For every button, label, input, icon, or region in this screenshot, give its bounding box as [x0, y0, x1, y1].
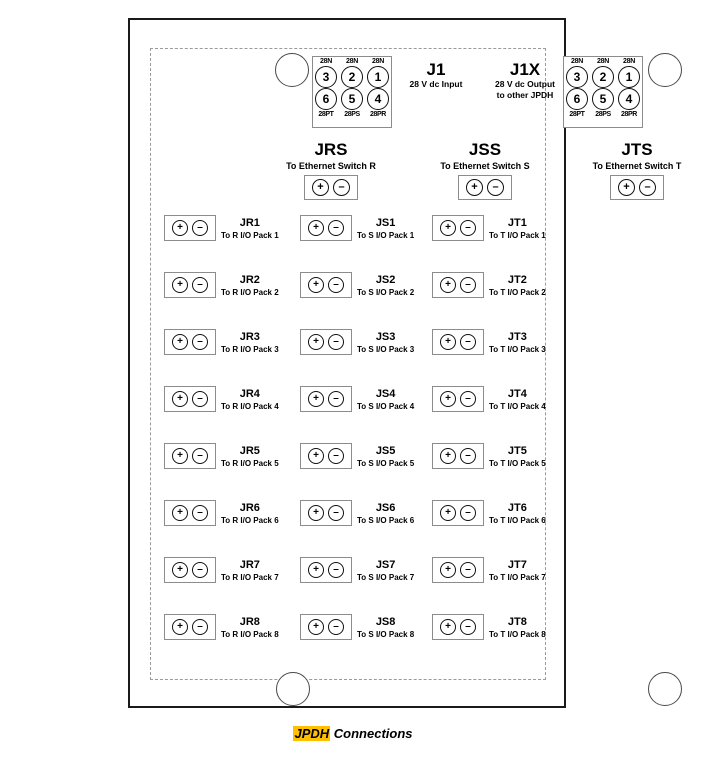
io-connector-name: JR7 — [239, 559, 260, 571]
io-connector-row[interactable] — [164, 215, 279, 241]
terminal-box[interactable] — [300, 215, 352, 241]
plus-terminal[interactable]: + — [440, 277, 456, 293]
io-connector-labels — [357, 329, 414, 355]
minus-terminal[interactable]: – — [192, 619, 208, 635]
io-connector-labels — [489, 215, 546, 241]
io-connector-row[interactable] — [300, 386, 414, 412]
terminal-box[interactable] — [164, 272, 216, 298]
switch-subtitle: To Ethernet Switch T — [592, 161, 682, 171]
io-connector-destination: To R I/O Pack 2 — [221, 288, 279, 297]
minus-terminal[interactable]: – — [192, 334, 208, 350]
minus-terminal[interactable]: – — [460, 562, 476, 578]
io-connector-name: JR3 — [239, 331, 260, 343]
io-connector-name: JS2 — [375, 274, 396, 286]
minus-terminal[interactable]: – — [192, 277, 208, 293]
mounting-hole-top-left — [275, 53, 309, 87]
minus-terminal[interactable]: – — [460, 619, 476, 635]
io-connector-labels — [221, 557, 279, 583]
pin-label: 28N — [372, 58, 384, 65]
io-connector-row[interactable] — [164, 500, 279, 526]
minus-terminal[interactable]: – — [460, 220, 476, 236]
io-connector-name: JT4 — [507, 388, 527, 400]
io-connector-row[interactable] — [164, 272, 279, 298]
io-connector-labels — [357, 614, 414, 640]
minus-terminal[interactable]: – — [460, 505, 476, 521]
io-connector-destination: To T I/O Pack 2 — [489, 288, 546, 297]
plus-terminal[interactable]: + — [308, 448, 324, 464]
io-connector-labels — [357, 215, 414, 241]
switch-title: JRS — [314, 140, 348, 159]
pin-label: 28PT — [569, 111, 585, 118]
io-connector-row[interactable] — [432, 557, 546, 583]
plus-terminal[interactable]: + — [308, 391, 324, 407]
io-connector-name: JT6 — [507, 502, 527, 514]
minus-terminal[interactable]: – — [460, 391, 476, 407]
io-connector-row[interactable] — [300, 443, 414, 469]
io-connector-row[interactable] — [432, 386, 546, 412]
io-connector-labels — [489, 557, 546, 583]
io-connector-name: JS5 — [375, 445, 396, 457]
io-connector-destination: To R I/O Pack 3 — [221, 345, 279, 354]
minus-terminal[interactable]: – — [328, 619, 344, 635]
terminal-box[interactable] — [164, 443, 216, 469]
plus-terminal[interactable]: + — [466, 179, 483, 196]
switch-subtitle: To Ethernet Switch S — [440, 161, 530, 171]
io-connector-destination: To T I/O Pack 4 — [489, 402, 546, 411]
terminal-box[interactable] — [300, 614, 352, 640]
io-connector-destination: To S I/O Pack 2 — [357, 288, 415, 297]
pin-label: 28N — [346, 58, 358, 65]
io-connector-destination: To S I/O Pack 8 — [357, 630, 415, 639]
io-connector-name: JT8 — [507, 616, 527, 628]
io-connector-destination: To S I/O Pack 3 — [357, 345, 415, 354]
terminal-box[interactable] — [458, 175, 512, 200]
plus-terminal[interactable]: + — [172, 391, 188, 407]
terminal-box[interactable] — [432, 215, 484, 241]
pin-label: 28N — [320, 58, 332, 65]
io-connector-destination: To R I/O Pack 6 — [221, 516, 279, 525]
minus-terminal[interactable]: – — [333, 179, 350, 196]
io-connector-name: JT5 — [507, 445, 527, 457]
io-connector-name: JT1 — [507, 217, 527, 229]
io-connector-labels — [357, 443, 414, 469]
io-connector-labels — [221, 386, 279, 412]
io-connector-name: JS8 — [375, 616, 396, 628]
terminal-box[interactable] — [300, 443, 352, 469]
io-connector-destination: To S I/O Pack 1 — [357, 231, 415, 240]
switch-connector-jss[interactable] — [430, 140, 540, 200]
terminal-box[interactable] — [300, 557, 352, 583]
io-connector-row[interactable] — [300, 557, 414, 583]
io-connector-row[interactable] — [164, 443, 279, 469]
plus-terminal[interactable]: + — [440, 505, 456, 521]
pin[interactable]: 5 — [592, 88, 614, 110]
io-connector-row[interactable] — [432, 614, 546, 640]
mounting-hole-bottom-left — [276, 672, 310, 706]
io-connector-name: JS6 — [375, 502, 396, 514]
plus-terminal[interactable]: + — [308, 619, 324, 635]
mounting-hole-bottom-right — [648, 672, 682, 706]
io-connector-labels — [221, 272, 279, 298]
io-connector-labels — [221, 329, 279, 355]
pin[interactable]: 4 — [367, 88, 389, 110]
mounting-hole-top-right — [648, 53, 682, 87]
pin[interactable]: 5 — [341, 88, 363, 110]
plus-terminal[interactable]: + — [312, 179, 329, 196]
plus-terminal[interactable]: + — [172, 448, 188, 464]
pin[interactable]: 6 — [315, 88, 337, 110]
switch-connector-jts[interactable] — [582, 140, 692, 200]
minus-terminal[interactable]: – — [328, 277, 344, 293]
terminal-box[interactable] — [432, 386, 484, 412]
minus-terminal[interactable]: – — [328, 562, 344, 578]
pin-label: 28PS — [595, 111, 611, 118]
io-connector-row[interactable] — [432, 272, 546, 298]
io-connector-row[interactable] — [432, 500, 546, 526]
io-connector-destination: To T I/O Pack 8 — [489, 630, 546, 639]
io-connector-labels — [221, 443, 279, 469]
io-connector-name: JS4 — [375, 388, 396, 400]
terminal-box[interactable] — [432, 500, 484, 526]
plus-terminal[interactable]: + — [308, 562, 324, 578]
pin[interactable]: 4 — [618, 88, 640, 110]
caption-rest: Connections — [330, 726, 413, 741]
pin[interactable]: 2 — [592, 66, 614, 88]
pin-label: 28PR — [370, 111, 386, 118]
io-connector-labels — [489, 329, 546, 355]
io-connector-destination: To T I/O Pack 3 — [489, 345, 546, 354]
pin-block-j1[interactable] — [312, 56, 392, 128]
io-connector-destination: To R I/O Pack 7 — [221, 573, 279, 582]
caption-highlight: JPDH — [294, 726, 330, 741]
pin[interactable]: 1 — [367, 66, 389, 88]
io-connector-destination: To S I/O Pack 7 — [357, 573, 415, 582]
io-connector-destination: To T I/O Pack 5 — [489, 459, 546, 468]
io-connector-destination: To T I/O Pack 6 — [489, 516, 546, 525]
terminal-box[interactable] — [432, 443, 484, 469]
io-connector-name: JR4 — [239, 388, 260, 400]
io-connector-row[interactable] — [432, 215, 546, 241]
io-connector-name: JS7 — [375, 559, 396, 571]
minus-terminal[interactable]: – — [328, 448, 344, 464]
io-connector-name: JR2 — [239, 274, 260, 286]
pin[interactable]: 3 — [315, 66, 337, 88]
io-connector-row[interactable] — [300, 215, 414, 241]
jpdh-panel — [128, 18, 682, 708]
io-connector-row[interactable] — [164, 329, 279, 355]
connector-title: J1X — [509, 60, 541, 79]
pin-label: 28N — [597, 58, 609, 65]
terminal-box[interactable] — [610, 175, 664, 200]
connector-subtitle-line2: to other JPDH — [496, 90, 554, 100]
io-connector-row[interactable] — [300, 329, 414, 355]
terminal-box[interactable] — [300, 272, 352, 298]
pin[interactable]: 6 — [566, 88, 588, 110]
plus-terminal[interactable]: + — [172, 619, 188, 635]
io-connector-destination: To T I/O Pack 7 — [489, 573, 546, 582]
switch-title: JSS — [468, 140, 502, 159]
switch-title: JTS — [621, 140, 653, 159]
plus-terminal[interactable]: + — [308, 277, 324, 293]
io-connector-name: JT7 — [507, 559, 527, 571]
io-connector-name: JT3 — [507, 331, 527, 343]
minus-terminal[interactable]: – — [192, 448, 208, 464]
io-connector-row[interactable] — [164, 386, 279, 412]
minus-terminal[interactable]: – — [192, 220, 208, 236]
io-connector-name: JS1 — [375, 217, 396, 229]
io-connector-labels — [357, 557, 414, 583]
io-connector-row[interactable] — [432, 443, 546, 469]
io-connector-destination: To S I/O Pack 6 — [357, 516, 415, 525]
terminal-box[interactable] — [432, 557, 484, 583]
pin-label: 28N — [571, 58, 583, 65]
io-connector-destination: To S I/O Pack 4 — [357, 402, 415, 411]
io-connector-labels — [221, 215, 279, 241]
io-connector-labels — [489, 500, 546, 526]
minus-terminal[interactable]: – — [328, 505, 344, 521]
terminal-box[interactable] — [300, 329, 352, 355]
plus-terminal[interactable]: + — [440, 391, 456, 407]
io-connector-destination: To R I/O Pack 5 — [221, 459, 279, 468]
minus-terminal[interactable]: – — [328, 220, 344, 236]
io-connector-name: JR1 — [239, 217, 260, 229]
io-connector-labels — [489, 614, 546, 640]
io-connector-row[interactable] — [164, 557, 279, 583]
io-connector-destination: To R I/O Pack 4 — [221, 402, 279, 411]
pin[interactable]: 1 — [618, 66, 640, 88]
io-connector-labels — [357, 386, 414, 412]
switch-subtitle: To Ethernet Switch R — [286, 161, 376, 171]
terminal-box[interactable] — [164, 557, 216, 583]
minus-terminal[interactable]: – — [192, 391, 208, 407]
io-connector-row[interactable] — [432, 329, 546, 355]
plus-terminal[interactable]: + — [440, 448, 456, 464]
terminal-box[interactable] — [164, 500, 216, 526]
io-connector-destination: To R I/O Pack 1 — [221, 231, 279, 240]
plus-terminal[interactable]: + — [172, 277, 188, 293]
terminal-box[interactable] — [164, 386, 216, 412]
io-connector-row[interactable] — [300, 614, 414, 640]
minus-terminal[interactable]: – — [192, 562, 208, 578]
io-connector-labels — [489, 272, 546, 298]
minus-terminal[interactable]: – — [328, 391, 344, 407]
plus-terminal[interactable]: + — [440, 220, 456, 236]
minus-terminal[interactable]: – — [460, 334, 476, 350]
connector-caption-j1x — [482, 60, 568, 101]
pin-label: 28N — [623, 58, 635, 65]
figure-caption — [0, 726, 706, 742]
plus-terminal[interactable]: + — [172, 220, 188, 236]
terminal-box[interactable] — [300, 386, 352, 412]
terminal-box[interactable] — [304, 175, 358, 200]
io-connector-labels — [489, 443, 546, 469]
terminal-box[interactable] — [432, 614, 484, 640]
connector-subtitle: 28 V dc Input — [409, 79, 463, 89]
minus-terminal[interactable]: – — [192, 505, 208, 521]
io-connector-name: JS3 — [375, 331, 396, 343]
plus-terminal[interactable]: + — [440, 334, 456, 350]
terminal-box[interactable] — [164, 215, 216, 241]
io-connector-name: JR5 — [239, 445, 260, 457]
io-connector-row[interactable] — [300, 500, 414, 526]
io-connector-labels — [221, 614, 279, 640]
plus-terminal[interactable]: + — [440, 619, 456, 635]
plus-terminal[interactable]: + — [172, 562, 188, 578]
connector-title: J1 — [426, 60, 446, 79]
pin-label: 28PS — [344, 111, 360, 118]
plus-terminal[interactable]: + — [308, 220, 324, 236]
terminal-box[interactable] — [164, 329, 216, 355]
plus-terminal[interactable]: + — [440, 562, 456, 578]
plus-terminal[interactable]: + — [618, 179, 635, 196]
plus-terminal[interactable]: + — [308, 505, 324, 521]
minus-terminal[interactable]: – — [487, 179, 504, 196]
io-connector-labels — [357, 272, 414, 298]
io-connector-row[interactable] — [300, 272, 414, 298]
terminal-box[interactable] — [432, 329, 484, 355]
pin-label: 28PT — [318, 111, 334, 118]
io-connector-destination: To T I/O Pack 1 — [489, 231, 546, 240]
io-connector-name: JR6 — [239, 502, 260, 514]
io-connector-destination: To S I/O Pack 5 — [357, 459, 415, 468]
pin-label: 28PR — [621, 111, 637, 118]
terminal-box[interactable] — [164, 614, 216, 640]
io-connector-row[interactable] — [164, 614, 279, 640]
io-connector-name: JR8 — [239, 616, 260, 628]
io-connector-destination: To R I/O Pack 8 — [221, 630, 279, 639]
plus-terminal[interactable]: + — [308, 334, 324, 350]
terminal-box[interactable] — [300, 500, 352, 526]
connector-caption-j1 — [392, 60, 480, 90]
minus-terminal[interactable]: – — [328, 334, 344, 350]
switch-connector-jrs[interactable] — [276, 140, 386, 200]
io-connector-labels — [221, 500, 279, 526]
pin-block-j1x[interactable] — [563, 56, 643, 128]
io-connector-labels — [357, 500, 414, 526]
terminal-box[interactable] — [432, 272, 484, 298]
connector-subtitle: 28 V dc Output — [495, 79, 555, 89]
pin[interactable]: 2 — [341, 66, 363, 88]
minus-terminal[interactable]: – — [460, 277, 476, 293]
io-connector-labels — [489, 386, 546, 412]
minus-terminal[interactable]: – — [460, 448, 476, 464]
pin[interactable]: 3 — [566, 66, 588, 88]
plus-terminal[interactable]: + — [172, 505, 188, 521]
io-connector-name: JT2 — [507, 274, 527, 286]
minus-terminal[interactable]: – — [639, 179, 656, 196]
plus-terminal[interactable]: + — [172, 334, 188, 350]
